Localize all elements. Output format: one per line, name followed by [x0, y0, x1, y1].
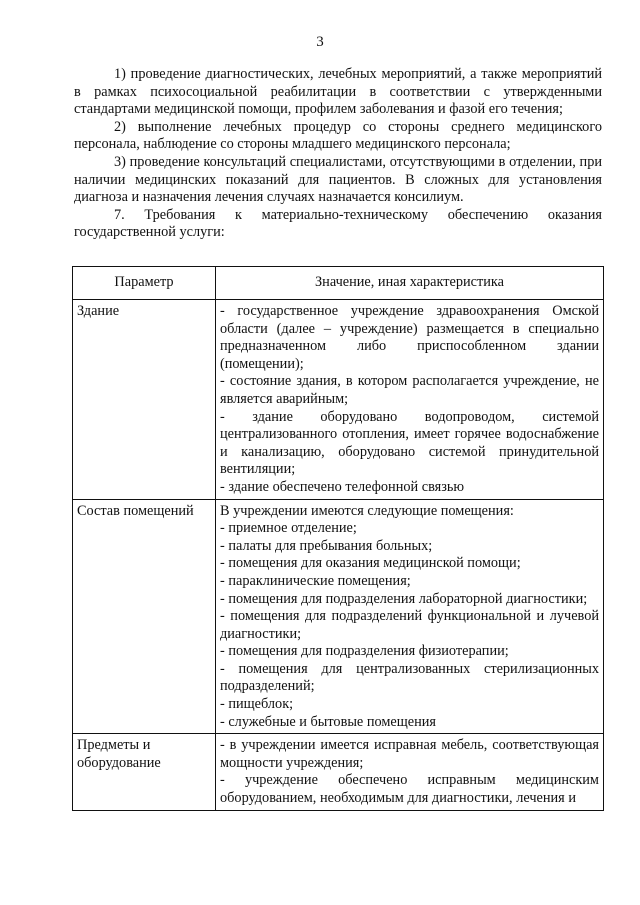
- page-number: 3: [316, 34, 324, 50]
- column-header-value: Значение, иная характеристика: [216, 267, 604, 300]
- body-text: [74, 66, 602, 242]
- value-line: - здание оборудовано водопроводом, системой централизованного отопления, имеет горячее водоснабжение и канализацию, оборудовано системой принудительной вентиляции;: [220, 408, 599, 478]
- value-line: - помещения для оказания медицинской помощи;: [220, 555, 521, 572]
- table-row: [73, 734, 604, 810]
- param-cell: Состав помещений: [73, 499, 216, 734]
- value-line: - в учреждении имеется исправная мебель, соответствующая мощности учреждения;: [220, 737, 599, 771]
- value-line: - государственное учреждение здравоохранения Омской области (далее – учреждение) размещается в специально предназначенном либо приспособленном здании (помещении);: [220, 303, 599, 372]
- value-line: - учреждение обеспечено исправным медицинским оборудованием, необходимым для диагностики, лечения и: [220, 772, 599, 807]
- paragraph: 3) проведение консультаций специалистами, отсутствующими в отделении, при наличии медицинских показаний для пациентов. В сложных для установления диагноза и назначения лечения случаях назначается консилиум.: [74, 153, 602, 206]
- param-cell: Здание: [73, 300, 216, 500]
- paragraph: 1) проведение диагностических, лечебных мероприятий, а также мероприятий в рамках психосоциальной реабилитации в соответствии с утвержденными стандартами медицинской помощи, профилем заболевания и фазой его течения;: [74, 66, 602, 118]
- table-row: [73, 499, 604, 734]
- column-header-param: Параметр: [73, 267, 216, 300]
- value-line: - состояние здания, в котором располагается учреждение, не является аварийным;: [220, 373, 599, 407]
- value-line: - служебные и бытовые помещения: [220, 713, 437, 730]
- value-line: - помещения для подразделения физиотерапии;: [220, 643, 509, 660]
- value-line: - помещения для подразделений функциональной и лучевой диагностики;: [220, 608, 599, 642]
- value-line: - пищеблок;: [220, 696, 294, 713]
- value-line: - палаты для пребывания больных;: [220, 537, 433, 554]
- table-row: [73, 300, 604, 500]
- value-line: - здание обеспечено телефонной связью: [220, 478, 465, 495]
- value-line: В учреждении имеются следующие помещения:: [220, 502, 514, 519]
- requirements-table: [72, 266, 604, 811]
- paragraph: 7. Требования к материально-техническому обеспечению оказания государственной услуги:: [74, 206, 602, 241]
- table-header-row: [73, 267, 604, 300]
- value-cell: [216, 499, 604, 734]
- value-line: - помещения для централизованных стерилизационных подразделений;: [220, 660, 599, 695]
- value-cell: [216, 300, 604, 500]
- value-line: - помещения для подразделения лабораторной диагностики;: [220, 590, 588, 607]
- value-line: - параклинические помещения;: [220, 572, 411, 589]
- value-line: - приемное отделение;: [220, 520, 357, 537]
- paragraph: 2) выполнение лечебных процедур со стороны среднего медицинского персонала, наблюдение со стороны младшего медицинского персонала;: [74, 118, 602, 153]
- param-cell: Предметы и оборудование: [73, 734, 216, 810]
- value-cell: [216, 734, 604, 810]
